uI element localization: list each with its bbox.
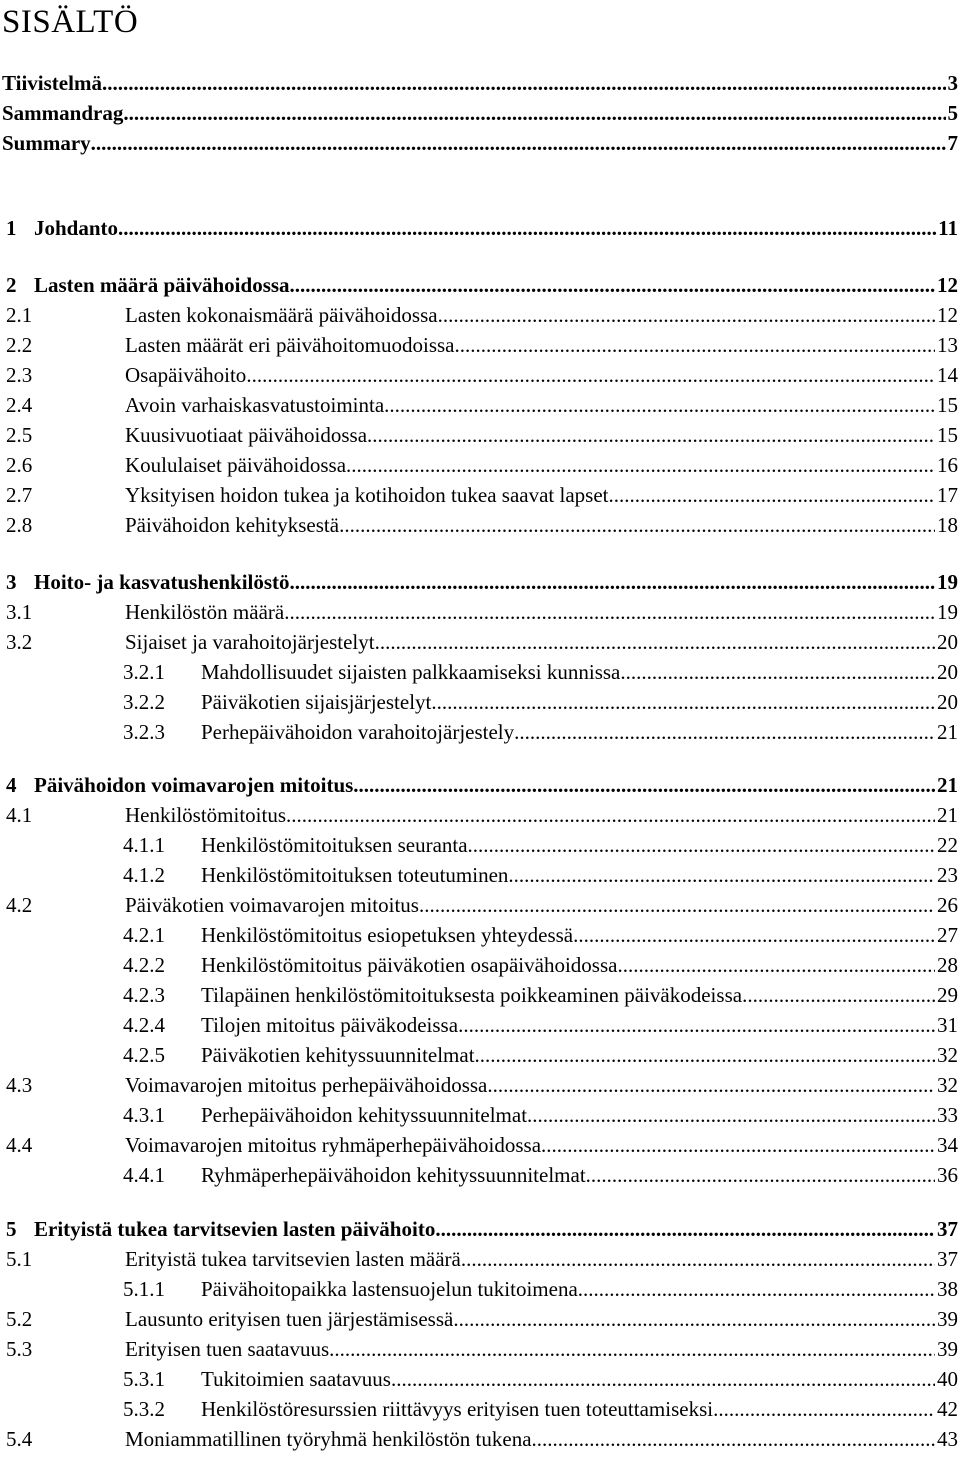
dot-leader	[346, 452, 935, 478]
toc-entry-number: 4.2.2	[123, 953, 165, 977]
toc-entry-title: Moniammatillinen työryhmä henkilöstön tukena	[125, 1427, 532, 1451]
toc-entry-number: 5.4	[6, 1427, 33, 1451]
dot-leader	[454, 332, 935, 358]
dot-leader	[617, 952, 935, 978]
toc-entry-page-number: 40	[937, 1367, 958, 1391]
toc-entry-page-number: 38	[937, 1277, 958, 1301]
toc-entry[interactable]	[0, 802, 958, 828]
dot-leader	[431, 689, 935, 715]
toc-entry[interactable]	[0, 659, 958, 685]
toc-entry-page-number: 5	[947, 101, 958, 125]
toc-entry-title: Sammandrag	[2, 101, 124, 125]
dot-leader	[713, 1396, 935, 1422]
toc-entry-number: 2.8	[6, 513, 33, 537]
toc-entry-title: Päiväkotien voimavarojen mitoitus	[125, 893, 419, 917]
dot-leader	[620, 659, 935, 685]
toc-entry-title: Mahdollisuudet sijaisten palkkaamiseksi kunnissa	[201, 660, 621, 684]
toc-entry-number: 4.2	[6, 893, 33, 917]
toc-entry-number: 4	[6, 773, 17, 797]
toc-entry-title: Voimavarojen mitoitus ryhmäperhepäivähoidossa	[125, 1133, 542, 1157]
dot-leader	[438, 302, 935, 328]
toc-entry[interactable]	[0, 130, 958, 156]
toc-entry-title: Perhepäivähoidon kehityssuunnitelmat	[201, 1103, 528, 1127]
toc-entry-number: 4.2.3	[123, 983, 165, 1007]
toc-entry-number: 4.3.1	[123, 1103, 165, 1127]
toc-entry[interactable]	[0, 982, 958, 1008]
toc-entry-number: 5.3.1	[123, 1367, 165, 1391]
dot-leader	[468, 832, 935, 858]
toc-entry-title: Yksityisen hoidon tukea ja kotihoidon tukea saavat lapset	[125, 483, 609, 507]
toc-entry-page-number: 21	[937, 773, 958, 797]
toc-entry-title: Päivähoidon voimavarojen mitoitus	[34, 773, 354, 797]
toc-entry-page-number: 39	[937, 1337, 958, 1361]
toc-entry-title: Henkilöstömitoitus esiopetuksen yhteydessä	[201, 923, 574, 947]
dot-leader	[508, 862, 935, 888]
toc-entry[interactable]	[0, 70, 958, 96]
toc-entry-number: 3.2.2	[123, 690, 165, 714]
toc-entry-number: 2.2	[6, 333, 33, 357]
toc-entry-number: 2.6	[6, 453, 33, 477]
dot-leader	[514, 719, 935, 745]
toc-entry-page-number: 12	[937, 273, 958, 297]
dot-leader	[290, 272, 935, 298]
toc-entry-number: 5.3.2	[123, 1397, 165, 1421]
toc-entry-number: 3.2.1	[123, 660, 165, 684]
toc-entry-page-number: 32	[937, 1043, 958, 1067]
toc-entry-page-number: 42	[937, 1397, 958, 1421]
dot-leader	[290, 569, 935, 595]
dot-leader	[329, 1336, 935, 1362]
toc-entry-title: Päiväkotien sijaisjärjestelyt	[201, 690, 432, 714]
toc-entry-page-number: 19	[937, 600, 958, 624]
toc-entry-page-number: 15	[937, 393, 958, 417]
toc-entry-number: 4.1	[6, 803, 33, 827]
dot-leader	[375, 629, 935, 655]
toc-entry[interactable]	[0, 1246, 958, 1272]
toc-entry[interactable]	[0, 772, 958, 798]
toc-entry-page-number: 33	[937, 1103, 958, 1127]
toc-entry[interactable]	[0, 272, 958, 298]
toc-entry[interactable]	[0, 100, 958, 126]
toc-entry-title: Johdanto	[34, 216, 119, 240]
toc-entry-page-number: 20	[937, 660, 958, 684]
toc-entry-number: 2.1	[6, 303, 33, 327]
toc-entry-page-number: 21	[937, 720, 958, 744]
toc-entry[interactable]	[0, 952, 958, 978]
toc-entry-title: Henkilöstömitoitus	[125, 803, 287, 827]
toc-entry-page-number: 22	[937, 833, 958, 857]
toc-entry-title: Lasten määrä päivähoidossa	[34, 273, 290, 297]
dot-leader	[123, 100, 945, 126]
toc-entry[interactable]	[0, 569, 958, 595]
toc-entry[interactable]	[0, 862, 958, 888]
toc-entry-page-number: 37	[937, 1247, 958, 1271]
toc-entry-number: 2.5	[6, 423, 33, 447]
toc-entry-page-number: 31	[937, 1013, 958, 1037]
toc-entry-number: 4.1.2	[123, 863, 165, 887]
toc-entry-title: Päiväkotien kehityssuunnitelmat	[201, 1043, 475, 1067]
toc-entry-number: 2.3	[6, 363, 33, 387]
toc-entry-title: Päivähoitopaikka lastensuojelun tukitoimena	[201, 1277, 578, 1301]
dot-leader	[475, 1042, 935, 1068]
dot-leader	[246, 362, 935, 388]
toc-entry-number: 2	[6, 273, 17, 297]
toc-entry-title: Henkilöstömitoituksen seuranta	[201, 833, 468, 857]
toc-entry[interactable]	[0, 512, 958, 538]
toc-entry-page-number: 20	[937, 630, 958, 654]
toc-entry[interactable]	[0, 482, 958, 508]
toc-entry-number: 4.4.1	[123, 1163, 165, 1187]
toc-entry-number: 3.2.3	[123, 720, 165, 744]
toc-entry-title: Tiivistelmä	[2, 71, 102, 95]
toc-entry-page-number: 14	[937, 363, 958, 387]
dot-leader	[608, 482, 935, 508]
toc-entry[interactable]	[0, 422, 958, 448]
dot-leader	[391, 1366, 935, 1392]
toc-entry[interactable]	[0, 1162, 958, 1188]
dot-leader	[527, 1102, 935, 1128]
toc-entry-page-number: 39	[937, 1307, 958, 1331]
toc-entry-title: Osapäivähoito	[125, 363, 247, 387]
page-title: SISÄLTÖ	[2, 4, 139, 40]
toc-entry[interactable]	[0, 1336, 958, 1362]
toc-entry[interactable]	[0, 719, 958, 745]
toc-entry-number: 5.1.1	[123, 1277, 165, 1301]
toc-entry[interactable]	[0, 362, 958, 388]
toc-entry[interactable]	[0, 392, 958, 418]
dot-leader	[118, 215, 936, 241]
toc-entry-page-number: 21	[937, 803, 958, 827]
dot-leader	[353, 772, 935, 798]
toc-entry-number: 4.4	[6, 1133, 33, 1157]
dot-leader	[286, 802, 935, 828]
toc-entry-title: Summary	[2, 131, 91, 155]
toc-entry-number: 3	[6, 570, 17, 594]
toc-entry-page-number: 36	[937, 1163, 958, 1187]
toc-entry-number: 4.2.5	[123, 1043, 165, 1067]
toc-entry-page-number: 18	[937, 513, 958, 537]
dot-leader	[742, 982, 935, 1008]
toc-entry-number: 4.2.4	[123, 1013, 165, 1037]
dot-leader	[458, 1012, 935, 1038]
toc-entry-page-number: 7	[947, 131, 958, 155]
toc-entry-number: 1	[6, 216, 17, 240]
toc-entry[interactable]	[0, 1276, 958, 1302]
toc-entry[interactable]	[0, 892, 958, 918]
toc-entry-page-number: 34	[937, 1133, 958, 1157]
toc-entry-title: Perhepäivähoidon varahoitojärjestely	[201, 720, 515, 744]
toc-entry-number: 2.4	[6, 393, 33, 417]
dot-leader	[91, 130, 946, 156]
dot-leader	[586, 1162, 935, 1188]
toc-entry[interactable]	[0, 1102, 958, 1128]
toc-entry-number: 5.1	[6, 1247, 33, 1271]
toc-entry[interactable]	[0, 302, 958, 328]
toc-entry[interactable]	[0, 1042, 958, 1068]
toc-entry-number: 3.2	[6, 630, 33, 654]
toc-entry[interactable]	[0, 332, 958, 358]
dot-leader	[532, 1426, 935, 1452]
dot-leader	[284, 599, 935, 625]
toc-entry-page-number: 3	[947, 71, 958, 95]
dot-leader	[487, 1072, 935, 1098]
dot-leader	[339, 512, 935, 538]
toc-entry-title: Henkilöstömitoituksen toteutuminen	[201, 863, 509, 887]
toc-entry[interactable]	[0, 215, 958, 241]
toc-entry-number: 4.2.1	[123, 923, 165, 947]
toc-entry-title: Hoito- ja kasvatushenkilöstö	[34, 570, 290, 594]
toc-entry[interactable]	[0, 1072, 958, 1098]
toc-entry-page-number: 19	[937, 570, 958, 594]
toc-entry-page-number: 20	[937, 690, 958, 714]
toc-entry-number: 4.3	[6, 1073, 33, 1097]
toc-entry[interactable]	[0, 1012, 958, 1038]
toc-entry[interactable]	[0, 1306, 958, 1332]
toc-entry[interactable]	[0, 1396, 958, 1422]
dot-leader	[435, 1216, 935, 1242]
toc-entry-title: Erityistä tukea tarvitsevien lasten päivähoito	[34, 1217, 436, 1241]
toc-entry-title: Lausunto erityisen tuen järjestämisessä	[125, 1307, 454, 1331]
toc-entry-number: 3.1	[6, 600, 33, 624]
toc-entry-number: 5.3	[6, 1337, 33, 1361]
toc-entry-page-number: 29	[937, 983, 958, 1007]
dot-leader	[419, 892, 935, 918]
toc-entry-page-number: 16	[937, 453, 958, 477]
toc-entry-title: Tilojen mitoitus päiväkodeissa	[201, 1013, 459, 1037]
dot-leader	[461, 1246, 935, 1272]
dot-leader	[102, 70, 946, 96]
toc-entry-title: Koululaiset päivähoidossa	[125, 453, 347, 477]
toc-entry-page-number: 13	[937, 333, 958, 357]
toc-entry-page-number: 43	[937, 1427, 958, 1451]
dot-leader	[573, 922, 935, 948]
toc-entry[interactable]	[0, 1426, 958, 1452]
toc-entry-page-number: 11	[938, 216, 958, 240]
toc-entry[interactable]	[0, 599, 958, 625]
toc-entry-title: Henkilöstömitoitus päiväkotien osapäivähoidossa	[201, 953, 618, 977]
toc-entry-title: Tukitoimien saatavuus	[201, 1367, 391, 1391]
toc-entry-number: 5.2	[6, 1307, 33, 1331]
toc-entry-title: Avoin varhaiskasvatustoiminta	[125, 393, 385, 417]
toc-entry[interactable]	[0, 689, 958, 715]
toc-entry-page-number: 37	[937, 1217, 958, 1241]
toc-entry-page-number: 23	[937, 863, 958, 887]
toc-entry-page-number: 26	[937, 893, 958, 917]
toc-entry-title: Ryhmäperhepäivähoidon kehityssuunnitelmat	[201, 1163, 586, 1187]
toc-entry-title: Erityisen tuen saatavuus	[125, 1337, 330, 1361]
toc-entry[interactable]	[0, 1366, 958, 1392]
toc-entry-title: Sijaiset ja varahoitojärjestelyt	[125, 630, 375, 654]
toc-entry-page-number: 12	[937, 303, 958, 327]
dot-leader	[453, 1306, 935, 1332]
toc-entry-title: Kuusivuotiaat päivähoidossa	[125, 423, 368, 447]
toc-entry-number: 4.1.1	[123, 833, 165, 857]
toc-entry[interactable]	[0, 629, 958, 655]
toc-entry-page-number: 28	[937, 953, 958, 977]
toc-entry[interactable]	[0, 452, 958, 478]
toc-entry-title: Henkilöstön määrä	[125, 600, 285, 624]
toc-entry[interactable]	[0, 922, 958, 948]
toc-entry[interactable]	[0, 1132, 958, 1158]
toc-entry-page-number: 15	[937, 423, 958, 447]
toc-entry-title: Henkilöstöresurssien riittävyys erityisen tuen toteuttamiseksi	[201, 1397, 714, 1421]
toc-entry-number: 5	[6, 1217, 17, 1241]
dot-leader	[578, 1276, 935, 1302]
toc-entry-title: Lasten määrät eri päivähoitomuodoissa	[125, 333, 455, 357]
dot-leader	[367, 422, 935, 448]
toc-entry-title: Päivähoidon kehityksestä	[125, 513, 340, 537]
toc-entry-page-number: 32	[937, 1073, 958, 1097]
toc-entry-title: Lasten kokonaismäärä päivähoidossa	[125, 303, 438, 327]
dot-leader	[541, 1132, 935, 1158]
dot-leader	[384, 392, 935, 418]
toc-entry[interactable]	[0, 1216, 958, 1242]
toc-entry-title: Tilapäinen henkilöstömitoituksesta poikkeaminen päiväkodeissa	[201, 983, 743, 1007]
toc-entry-page-number: 17	[937, 483, 958, 507]
toc-entry-title: Erityistä tukea tarvitsevien lasten määrä	[125, 1247, 461, 1271]
toc-entry-title: Voimavarojen mitoitus perhepäivähoidossa	[125, 1073, 488, 1097]
toc-entry-page-number: 27	[937, 923, 958, 947]
toc-entry-number: 2.7	[6, 483, 33, 507]
toc-entry[interactable]	[0, 832, 958, 858]
